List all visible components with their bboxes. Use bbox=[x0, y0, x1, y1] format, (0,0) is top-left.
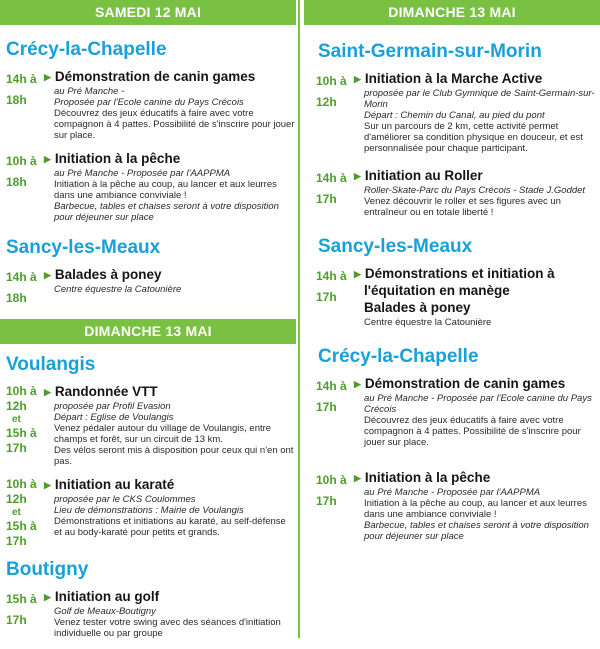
event-title: ▶ Initiation au golf bbox=[44, 589, 160, 604]
event-roller bbox=[316, 168, 600, 218]
time-4: 17h bbox=[6, 441, 27, 455]
event-description: Démonstrations et initiations au karaté, au self-défense et au body-karaté pour petits et grands. bbox=[54, 516, 286, 538]
arrow-icon: ▶ bbox=[354, 269, 361, 279]
event-times bbox=[316, 376, 354, 448]
event-organizer: proposée par le Club Gymnique de Saint-Germain-sur-Morin bbox=[364, 88, 595, 110]
event-description: Sur un parcours de 2 km, cette activité permet d'améliorer sa condition physique en douceur, et est personnalisée pour chaque participant. bbox=[364, 121, 583, 154]
start-time: 14h à bbox=[316, 379, 347, 393]
end-time: 17h bbox=[316, 400, 337, 414]
event-title: ▶ Initiation à la Marche Active bbox=[354, 71, 543, 86]
event-title-line-2: l'équitation en manège bbox=[364, 283, 510, 298]
time-et: et bbox=[12, 414, 21, 425]
event-karate bbox=[6, 477, 296, 549]
event-description: Initiation à la pêche au coup, au lancer et aux leurres dans une ambiance conviviale ! bbox=[54, 179, 277, 201]
event-times bbox=[316, 470, 354, 542]
event-peche bbox=[6, 151, 296, 223]
event-title-line-3: Balades à poney bbox=[364, 300, 471, 315]
end-time: 18h bbox=[6, 93, 27, 107]
town-sancy: Sancy-les-Meaux bbox=[318, 236, 473, 257]
time-et: et bbox=[12, 507, 21, 518]
event-place: Lieu de démonstrations : Mairie de Voulangis bbox=[54, 505, 244, 516]
arrow-icon: ▶ bbox=[44, 154, 51, 164]
end-time: 18h bbox=[6, 291, 27, 305]
event-note: Barbecue, tables et chaises seront à votre disposition pour déjeuner sur place bbox=[54, 201, 279, 223]
event-place: Centre équestre la Catounière bbox=[54, 284, 182, 295]
end-time: 17h bbox=[316, 290, 337, 304]
event-times bbox=[316, 266, 354, 328]
event-title: ▶ Randonnée VTT bbox=[44, 384, 158, 399]
end-time: 17h bbox=[6, 613, 27, 627]
arrow-icon: ▶ bbox=[354, 74, 361, 84]
event-description: Venez découvrir le roller et ses figures avec un entraîneur ou en totale liberté ! bbox=[364, 196, 561, 218]
event-title: ▶ Initiation à la pêche bbox=[44, 151, 181, 166]
town-sancy: Sancy-les-Meaux bbox=[6, 237, 161, 258]
event-description-2: Des vélos seront mis à disposition pour ceux qui n'en ont pas. bbox=[54, 445, 294, 467]
event-place: au Pré Manche - Proposée par l'AAPPMA bbox=[364, 487, 541, 498]
event-times bbox=[6, 267, 44, 309]
event-place: au Pré Manche - Proposée par l'Ecole canine du Pays Crécois bbox=[364, 393, 592, 415]
time-4: 17h bbox=[6, 534, 27, 548]
event-place: Roller-Skate-Parc du Pays Crécois - Stade J.Goddet bbox=[364, 185, 586, 196]
arrow-icon: ▶ bbox=[44, 592, 51, 602]
start-time: 14h à bbox=[316, 269, 347, 283]
time-2: 12h bbox=[6, 399, 27, 413]
day-banner-dimanche: DIMANCHE 13 MAI bbox=[304, 0, 600, 25]
start-time: 10h à bbox=[316, 473, 347, 487]
event-times bbox=[6, 151, 44, 223]
town-boutigny: Boutigny bbox=[6, 559, 89, 580]
event-note: Barbecue, tables et chaises seront à votre disposition pour déjeuner sur place bbox=[364, 520, 589, 542]
time-3: 15h à bbox=[6, 426, 37, 440]
arrow-icon: ▶ bbox=[44, 270, 51, 280]
left-column bbox=[0, 0, 296, 649]
town-saint-germain: Saint-Germain-sur-Morin bbox=[318, 41, 542, 62]
start-time: 14h à bbox=[6, 72, 37, 86]
event-times bbox=[6, 384, 44, 467]
event-equitation bbox=[316, 266, 600, 328]
event-title: ▶ Balades à poney bbox=[44, 267, 162, 282]
event-vtt bbox=[6, 384, 296, 467]
event-canin-games bbox=[316, 376, 600, 448]
right-column bbox=[304, 0, 600, 552]
event-organizer: proposée par Profil Evasion bbox=[54, 401, 171, 412]
time-2: 12h bbox=[6, 492, 27, 506]
arrow-icon: ▶ bbox=[44, 480, 51, 490]
event-description: Découvrez des jeux éducatifs à faire avec votre compagnon à 4 pattes. Possibilité de s'inscrire pour jouer sur place. bbox=[54, 108, 295, 141]
start-time: 14h à bbox=[316, 171, 347, 185]
time-3: 15h à bbox=[6, 519, 37, 533]
end-time: 17h bbox=[316, 494, 337, 508]
arrow-icon: ▶ bbox=[44, 387, 51, 397]
start-time: 10h à bbox=[316, 74, 347, 88]
event-times bbox=[6, 589, 44, 639]
end-time: 12h bbox=[316, 95, 337, 109]
event-description: Initiation à la pêche au coup, au lancer et aux leurres dans une ambiance conviviale ! bbox=[364, 498, 587, 520]
event-description: Découvrez des jeux éducatifs à faire avec votre compagnon à 4 pattes. Possibilité de s'inscrire pour jouer sur place. bbox=[364, 415, 581, 448]
event-place: au Pré Manche - bbox=[54, 86, 125, 97]
event-times bbox=[6, 69, 44, 141]
start-time: 10h à bbox=[6, 154, 37, 168]
day-banner-dimanche: DIMANCHE 13 MAI bbox=[0, 319, 296, 344]
end-time: 17h bbox=[316, 192, 337, 206]
day-banner-samedi: SAMEDI 12 MAI bbox=[0, 0, 296, 25]
event-times bbox=[316, 168, 354, 218]
event-place: au Pré Manche - Proposée par l'AAPPMA bbox=[54, 168, 231, 179]
event-canin-games bbox=[6, 69, 296, 141]
event-place: Départ : Chemin du Canal, au pied du pont bbox=[364, 110, 545, 121]
event-marche-active bbox=[316, 71, 600, 154]
arrow-icon: ▶ bbox=[44, 72, 51, 82]
event-title: ▶ Initiation au karaté bbox=[44, 477, 175, 492]
time-1: 10h à bbox=[6, 477, 37, 491]
arrow-icon: ▶ bbox=[354, 379, 361, 389]
event-place: Golf de Meaux-Boutigny bbox=[54, 606, 156, 617]
town-crecy: Crécy-la-Chapelle bbox=[318, 346, 479, 367]
event-golf bbox=[6, 589, 296, 639]
town-voulangis: Voulangis bbox=[6, 354, 96, 375]
end-time: 18h bbox=[6, 175, 27, 189]
event-description: Venez pédaler autour du village de Voulangis, entre champs et forêt, sur un circuit de 13 km. bbox=[54, 423, 272, 445]
time-1: 10h à bbox=[6, 384, 37, 398]
event-title: ▶ Initiation au Roller bbox=[354, 168, 483, 183]
event-place: Centre équestre la Catounière bbox=[364, 317, 492, 328]
event-title: ▶ Démonstrations et initiation à bbox=[354, 266, 555, 281]
column-divider bbox=[298, 0, 300, 638]
event-place: Départ : Eglise de Voulangis bbox=[54, 412, 174, 423]
event-organizer: proposée par le CKS Coulommes bbox=[54, 494, 196, 505]
event-times bbox=[6, 477, 44, 549]
event-description: Venez tester votre swing avec des séances d'initiation individuelle ou par groupe bbox=[54, 617, 281, 639]
event-peche bbox=[316, 470, 600, 542]
event-organizer: Proposée par l'Ecole canine du Pays Crécois bbox=[54, 97, 244, 108]
event-balades-poney bbox=[6, 267, 296, 309]
arrow-icon: ▶ bbox=[354, 171, 361, 181]
start-time: 14h à bbox=[6, 270, 37, 284]
event-times bbox=[316, 71, 354, 154]
arrow-icon: ▶ bbox=[354, 473, 361, 483]
town-crecy: Crécy-la-Chapelle bbox=[6, 39, 167, 60]
event-title: ▶ Initiation à la pêche bbox=[354, 470, 491, 485]
event-title: ▶ Démonstration de canin games bbox=[44, 69, 256, 84]
event-title: ▶ Démonstration de canin games bbox=[354, 376, 566, 391]
start-time: 15h à bbox=[6, 592, 37, 606]
